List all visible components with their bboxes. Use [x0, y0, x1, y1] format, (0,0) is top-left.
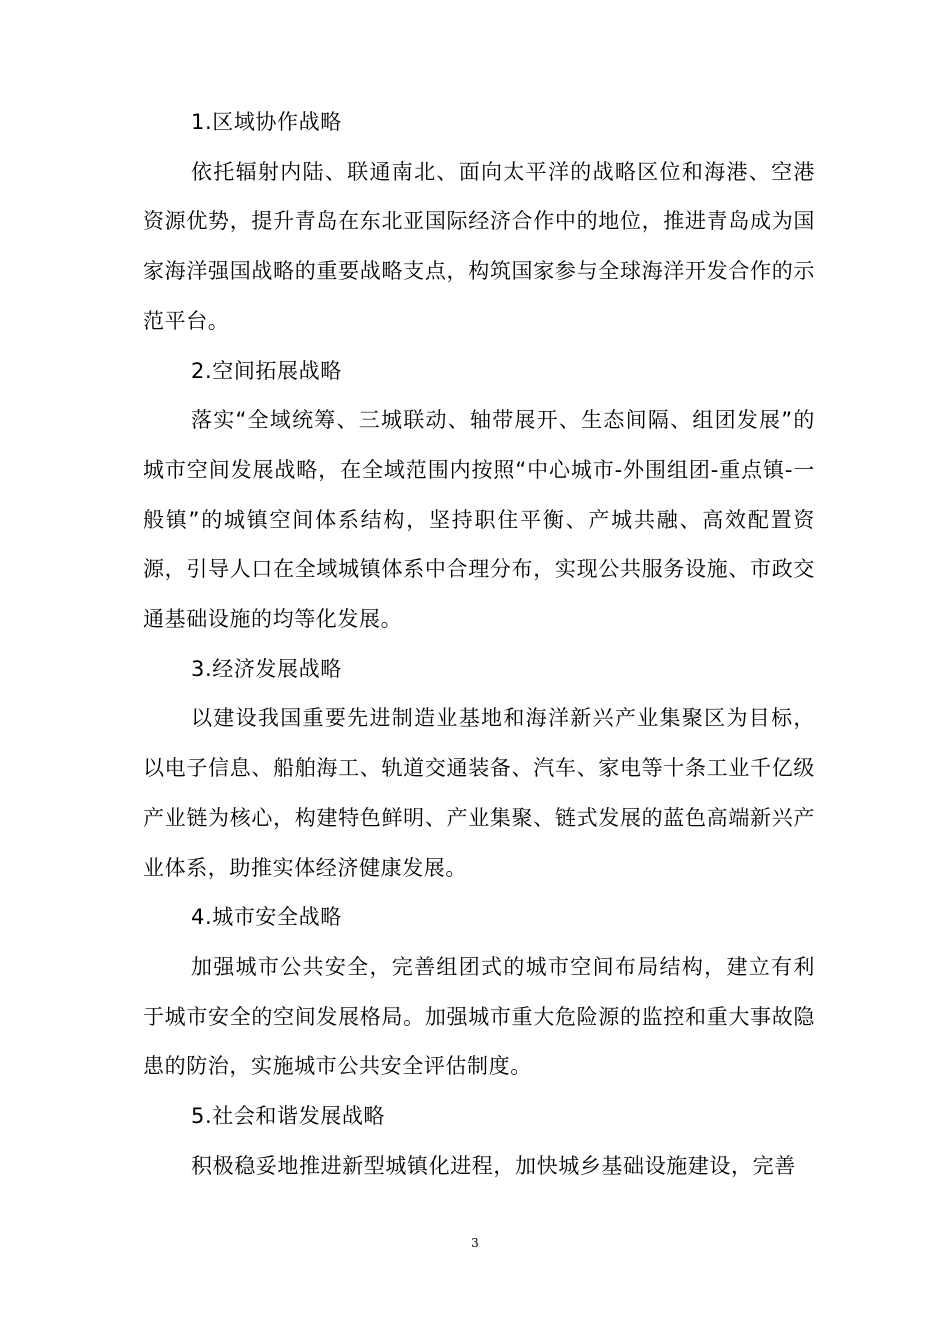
section-paragraph-2: 落实“全域统筹、三城联动、轴带展开、生态间隔、组团发展”的城市空间发展战略，在全域范围内按照“中心城市-外围组团-重点镇-一般镇”的城镇空间体系结构，坚持职住平衡、产城共融、高效配置资源，引导人口在全域城镇体系中合理分布，实现公共服务设施、市政交通基础设施的均等化发展。 — [143, 408, 815, 632]
section-paragraph-3: 以建设我国重要先进制造业基地和海洋新兴产业集聚区为目标，以电子信息、船舶海工、轨道交通装备、汽车、家电等十条工业千亿级产业链为核心，构建特色鲜明、产业集聚、链式发展的蓝色高端新兴产业体系，助推实体经济健康发展。 — [143, 706, 815, 880]
section-heading-1: 1.区域协作战略 — [191, 110, 342, 134]
section-heading-5: 5.社会和谐发展战略 — [191, 1104, 386, 1129]
section-paragraph-4: 加强城市公共安全，完善组团式的城市空间布局结构，建立有利于城市安全的空间发展格局。加强城市重大危险源的监控和重大事故隐患的防治，实施城市公共安全评估制度。 — [143, 954, 815, 1079]
section-paragraph-1: 依托辐射内陆、联通南北、面向太平洋的战略区位和海港、空港资源优势，提升青岛在东北亚国际经济合作中的地位，推进青岛成为国家海洋强国战略的重要战略支点，构筑国家参与全球海洋开发合作的示范平台。 — [143, 159, 815, 333]
section-heading-4: 4.城市安全战略 — [191, 905, 342, 930]
section-paragraph-5: 积极稳妥地推进新型城镇化进程，加快城乡基础设施建设，完善 — [191, 1153, 796, 1178]
section-heading-2: 2.空间拓展战略 — [191, 358, 342, 383]
page-number: 3 — [471, 1236, 479, 1250]
document-body — [143, 98, 815, 1191]
section-heading-3: 3.经济发展战略 — [191, 656, 342, 681]
